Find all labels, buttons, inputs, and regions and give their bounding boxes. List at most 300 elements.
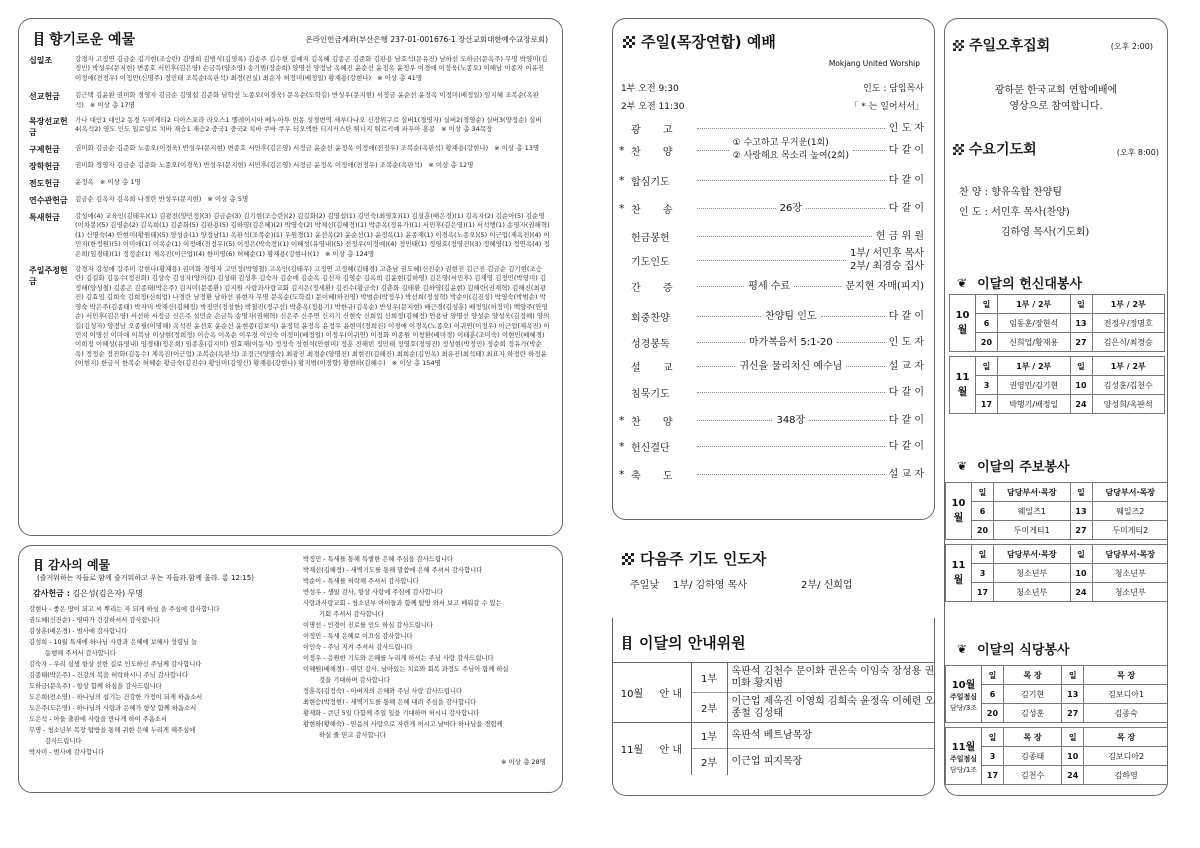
table-header-row (946, 483, 1169, 502)
leader-dots (697, 420, 772, 421)
table-cell: 박행기/배정일 (998, 395, 1071, 414)
table-cell: 웨일즈1 (994, 502, 1071, 521)
header-cell: 담당부서·목장 (994, 483, 1071, 502)
offering-category-body (75, 55, 550, 83)
worship-header (623, 31, 776, 52)
header-cell: 일 (1070, 295, 1092, 314)
table-cell: 3 (976, 376, 998, 395)
afternoon-text-2: 영상으로 참여합니다. (1009, 101, 1103, 112)
thanks-line: 강현나 - 좋은 땅이 되고 씨 뿌리는 자 되게 하심 을 주심에 감사합니다 (29, 606, 220, 613)
worship-item (619, 305, 924, 327)
thanks-line: 박순이 - 특새를 허락해 주셔서 감사합니다 (303, 578, 419, 585)
offering-title: 향기로운 예물 (49, 32, 136, 48)
item-leader: 인 도 자 (888, 336, 924, 348)
offering-category-body (75, 91, 550, 110)
item-leader: 다 같 이 (888, 386, 924, 398)
offering-names: 강성애(4) 교육인(김태우)(1) 김광전(양민정)(3) 김금순(3) 김기현(조승란)(2) 김길화(2) 김명섭(1) 김민숙(최영호)(1) 김성훈(배은경)(1) 김옥자(2) 김순아(5) 김순영(이차봉)(5) 김영순(2) 김옥희(1) 김준화(5) 김판용(5) 김하영(김은혜)(2) 박영숙(2) 박재신(김혜정)(1) 박준옥(정유가)(1) 서민후(김은영)(1) 서석행(1) 송영자(권해혁)(1) 신명숙(4) 안현미(황원태)(5) 양성순(1) 양정남(1) 옥판석(조복순)(1) 우원경(1) 윤선옥(2) 윤순선(1) 윤정옥(1) 윤종재(1) 이경옥(노종오)(5) 이근업(제옥진)(4) 이민지(한정원)(5) 이미애(1) 이옥순(1) 이정애(전정우)(5) 이정은(박숙정)(1) 이혜성(유영내)(5) 전정우(이정애)(4) 정민태(1) 정영호(정영진)(3) 정혜영(1) 정연옥(4) 정은희(임경태)(1) 정정순(1) 제옥진(이근업)(4) 한미영(6) 허혜순(1) 황재용(강현나)(1) (75, 212, 550, 258)
table-cell: 20 (982, 704, 1004, 723)
worship-item (619, 249, 924, 271)
table-cell: 김성훈 (1004, 704, 1062, 723)
meal-sub: 주일점심 (949, 692, 978, 701)
table-cell: 13 (1070, 314, 1092, 333)
usher-role: 안 내 (651, 663, 691, 723)
table-row (946, 521, 1169, 540)
leader-dots (697, 150, 729, 151)
thanks-title: 감사의 예물 (48, 558, 111, 572)
table-cell: 20 (976, 333, 998, 352)
thanks-line: 이정우 - 응원한 기도와 은혜를 누리게 하셔는 주님 사랑 감사드립니다 (303, 655, 494, 662)
header-cell: 일 (976, 295, 998, 314)
table-cell: 청소년부 (994, 583, 1071, 602)
thanks-left-list (29, 604, 299, 758)
offering-names: 강경자 강성애 강주미 강현나(황재용) 권미화 경영자 고민정(박영철) 고옥인(김태우) 고정연 고정혜(김태경) 고춘남 권도혜(신진순) 권현진 김근진 김금순 김기현(조승란) 김길화 김동수(정진화) 김상숙 김성자(양의길) 김성태 김성후 김숙자 김순애 김순옥 김신자 김영순 김옥희 김윤현(김하영) 김은영(서민후) 김재영 김정민(박영미) 김정해(양성철) 김종곤 김종태(박은주) 김지미(문종환) 김지원 사랑과사랑교회 김지은(정세환) 김진수(황금숙) 김춘화 김태환 김하영(김윤현) 김해란(권재혁) 김해진(최광진) 김효임 김희숙 김희정(신희업) 나경란 남정환 남하선 류현자 무명 문옥순(도학길) 문이혜(하진영) 박범순(박정우) 박선희(정성혁) 박순이(김진성) 박영숙(박범순) 박영숙 박은주(김종태) 박자미 박재신(김혜정) 박정민(정성한) 박철진(정구선) 박춘옥(정용기) 박한규(김옥순) 반성우(문지현) 배근경(김성훈) 배정일(허정미) 백양주(안영순) 서민후(김은영) 서선하 서정금 신은주 설민순 손금득 송명자(권해혁) 신은주 신주연 신지기 신현숙 신희업 신희정(김혜정) 안용남 양명선 양성순 양성욱(김정해) 양의길(김성자) 양정남 오종필(이명해) 옥석진 윤선호 윤순선 윤현종(김보식) 윤정덕 윤정옥 윤정우 윤현미(정희진) 이경애 이경옥(노종오) 이귀연(이정우) 이근업(제옥진) 이민지 이명선 이미애 이복남 이상현(정희정) 이승옥 이옥순 이우경 이인숙 이정미(배정일) 이정우(이귀연) 이정화 이종원 이창환(배미경) 이태훈(조미숙) 이현민(배혜경) 이희정 이혜성(유영내) 임경태(정은희) 임종훈(김지미) 임효재(이동식) 정정숙 장현식(안현미) 정훈 전해빈 정민태 정영호(정영진) 정성현(박정민) 정순희 정유가(박순옥) 정정순 정진화(김동수) 제옥진(이근업) 조복순(옥판석) 조정근(양명숙) 최광진 최경순(양명진) 최현진(김해진) 최희순(김민옥) 최유진(최석태) 최표자 하정란 하정윤(이현지) 한금식 한복순 허혜순 황금숙(김진수) 황인미(김영신) 황재용(강현나) 황지범(이정향) 황현하(김혜수) (75, 265, 550, 368)
offering-sum: ※ 이상 총 12명 (428, 161, 474, 170)
thanks-line: 박자미 - 범사에 감사합니다 (29, 749, 105, 756)
offering-category-label: 연수관헌금 (29, 196, 68, 206)
month-cell (946, 545, 972, 602)
item-name: 회중찬양 (631, 312, 670, 324)
usher-title: 이달의 안내위원 (639, 634, 746, 652)
header-cell: 담당부서·목장 (994, 545, 1071, 564)
meal-sub2: 담당/3조 (949, 703, 978, 712)
leader-dots (697, 236, 872, 237)
offering-category-label: 장학헌금 (29, 162, 60, 172)
leader-dots (794, 286, 841, 287)
offering-category-label: 구제헌금 (29, 145, 60, 155)
thanks-line: 박정민 - 특새를 통해 특별한 은혜 주심을 감사드립니다 (303, 556, 454, 563)
table-cell: 김보디아2 (1084, 747, 1168, 766)
month-label: 10월 (951, 679, 976, 691)
thanks-lead-names: 김은성(김은자) 무명 (72, 589, 144, 598)
thanks-line: 도은석 - 아들 출판에 사랑을 만나게 하여 주옵소서 (29, 716, 167, 723)
table-cell: 김종숙 (1084, 704, 1168, 723)
table-cell: 24 (1062, 766, 1084, 785)
item-name: 헌신결단 (631, 442, 670, 454)
thanks-line: 것을 기대하며 감사합니다 (303, 677, 390, 684)
thanks-right-list (303, 554, 558, 741)
item-leader: 다 같 이 (888, 310, 925, 322)
table-row (950, 395, 1165, 414)
header-cell: 일 (1062, 666, 1084, 685)
bulletin-header (957, 456, 1070, 475)
month-label: 10월 (951, 498, 966, 524)
stand-mark: * (619, 413, 625, 427)
table-cell: 13 (1062, 685, 1084, 704)
header-cell: 일 (1070, 545, 1092, 564)
item-leader: 인 도 자 (888, 122, 924, 134)
header-cell: 목 장 (1084, 666, 1168, 685)
offering-category (29, 195, 550, 206)
section-mark-icon (35, 559, 42, 571)
stand-mark: * (619, 173, 625, 187)
month-label: 11월 (951, 560, 966, 586)
table-cell: 27 (1062, 704, 1084, 723)
header-cell: 담당부서·목장 (1092, 483, 1168, 502)
bulletin-title: 이달의 주보봉사 (977, 460, 1070, 475)
thanks-line: 동행해 주셔서 감사합니다 (29, 650, 116, 657)
worship-subtitle: Mokjang United Worship (828, 59, 920, 68)
afternoon-header (953, 35, 1050, 55)
offering-category (29, 178, 550, 189)
header-cell: 일 (972, 483, 994, 502)
thanks-line: 무명 - 청소년부 목장 탐방을 통해 귀한 은혜 누리게 해주심에 (29, 727, 196, 734)
offering-panel (18, 18, 563, 536)
wed-title: 수요기도회 (969, 142, 1037, 158)
worship-item (619, 331, 924, 353)
item-name: 성경봉독 (631, 338, 670, 350)
offering-category (29, 212, 550, 259)
table-cell: 17 (982, 766, 1004, 785)
leader-dots (846, 366, 884, 367)
header-cell: 목 장 (1004, 666, 1062, 685)
worship-item (619, 435, 924, 457)
table-cell: 김천수 (1004, 766, 1062, 785)
table-cell: 두미게티2 (1092, 521, 1168, 540)
offering-names: 권미화 김금순 김준화 노종오(이경욱) 반성우(문지현) 변종호 서민후(김은영) 서정금 윤순선 윤정옥 이정애(전정우) 조복순(옥판석) 황재용(강현나) (75, 144, 489, 153)
worship-item (619, 355, 924, 377)
table-cell: 10 (1070, 376, 1092, 395)
item-name: 찬 양 (631, 416, 673, 428)
offering-category-body (75, 212, 550, 259)
header-cell: 1부 / 2부 (1092, 295, 1165, 314)
meal-table (945, 665, 1168, 785)
thanks-line: 박재신(김혜정) - 새벽기도를 통해 말씀에 은혜 주셔서 감사합니다 (303, 567, 483, 574)
table-header-row (950, 295, 1165, 314)
thanks-line: 정훈옥(김정숙) - 아버지의 은혜와 주님 사랑 감사드립니다 (303, 688, 463, 695)
offering-sum: ※ 이상 총 17명 (89, 100, 135, 109)
offering-sum: ※ 이상 총 34목장 (441, 125, 493, 134)
table-cell: 김보디아1 (1084, 685, 1168, 704)
month-label: 11월 (955, 372, 970, 398)
table-cell: 24 (1070, 395, 1092, 414)
table-row (950, 333, 1165, 352)
leader-dots (697, 128, 885, 129)
leader-dots (809, 420, 884, 421)
leader-dots (697, 180, 885, 181)
dedication-table (949, 294, 1165, 414)
header-cell: 담당부서·목장 (1092, 545, 1168, 564)
table-cell: 6 (976, 314, 998, 333)
item-leader: 헌 금 위 원 (875, 230, 924, 242)
table-cell: 20 (972, 521, 994, 540)
leader-dots (821, 316, 885, 317)
stand-mark: * (619, 201, 625, 215)
offering-names: 강경자 고정연 김금순 김기현(조승란) 김명희 김범식(김영록) 김송주 김수현 김예지 김옥혜 김종곤 김준화 김판용 남호석(문유진) 남하선 도하금(문옥주) 무명 박영미(김정민) 박성우(문지현) 변종호 서민후(김은영) 손금득(양소영) 송기범(장순희) 양명선 양정남 옥혜진 윤순선 윤정옥 윤정우 이경애 이정욱(노종오) 이해남 이종지 이유진 이정애(전정우) 이정민(신명주) 정민태 조복순(옥판석) 최정(진실) 최순자 허정미(배정일) 황재용(강현나) (75, 55, 548, 82)
offering-category (29, 144, 550, 155)
header-cell: 목 장 (1004, 728, 1062, 747)
thanks-lead-label: 감사헌금 : (33, 589, 70, 598)
header-cell: 일 (972, 545, 994, 564)
item-name: 헌금봉헌 (631, 232, 670, 244)
item-content: 평세 수료 (748, 280, 791, 292)
section-mark-icon (623, 636, 631, 650)
worship-item (619, 139, 924, 161)
item-content: 26장 (779, 202, 803, 214)
table-cell: 두미게티1 (994, 521, 1071, 540)
wed-line-3: 김하영 목사(기도회) (1001, 227, 1090, 238)
heart-icon: ❦ (957, 458, 968, 473)
heart-icon: ❦ (957, 275, 968, 290)
usher-part: 2부 (691, 749, 727, 775)
thanks-line: 도은주(도은영) - 하나님의 사랑과 은혜가 항상 함께 하옵소서 (29, 705, 197, 712)
offering-category-label: 선교헌금 (29, 92, 60, 102)
worship-item (619, 117, 924, 139)
offering-sum: ※ 이상 총 154명 (391, 359, 441, 368)
dedication-title: 이달의 헌신대봉사 (977, 277, 1083, 292)
offering-category (29, 116, 550, 138)
offering-sum: ※ 이상 총 1명 (99, 178, 141, 187)
heart-icon: ❦ (957, 641, 968, 656)
offering-sum: ※ 이상 총 124명 (325, 249, 375, 258)
table-header-row (950, 357, 1165, 376)
table-cell: 양성희/옥판석 (1092, 395, 1165, 414)
usher-names: 옥판석 베트남목장 (731, 729, 812, 741)
header-cell: 일 (982, 728, 1004, 747)
table-cell: 17 (976, 395, 998, 414)
table-cell: 6 (982, 685, 1004, 704)
offering-category-label: 주일주정헌금 (29, 266, 68, 287)
thanks-line: 김숙자 - 우리 실생 항상 선한 길로 인도하신 주님께 감사합니다 (29, 661, 202, 668)
next-leader-panel (612, 530, 935, 618)
offering-category (29, 55, 550, 83)
item-name: 설 교 (631, 362, 673, 374)
leader-dots (697, 316, 761, 317)
thanks-sum: ※ 이상 총 28명 (500, 758, 546, 766)
item-leader: 다 같 이 (888, 414, 924, 426)
table-header-row (946, 666, 1169, 685)
header-cell: 일 (1062, 728, 1084, 747)
offering-category-body (75, 195, 550, 206)
next-part1: 1부/ 김하영 목사 (672, 580, 748, 591)
thanks-lead (33, 588, 143, 599)
service-time-1: 1부 오전 9:30 (621, 84, 679, 94)
wed-line-1: 찬 양 : 향유옥합 찬양팀 (959, 187, 1063, 198)
table-cell: 17 (972, 583, 994, 602)
worship-title: 주일(목장연합) 예배 (641, 33, 776, 51)
wed-line-2: 인 도 : 서민후 목사(찬양) (959, 207, 1070, 218)
offering-names: 윤정옥 (75, 178, 94, 187)
table-row (946, 564, 1169, 583)
table-cell: 6 (972, 502, 994, 521)
next-leader-title: 다음주 기도 인도자 (640, 550, 767, 568)
item-name: 찬 양 (631, 146, 673, 158)
item-leader: 1부/ 서민후 목사 2부/ 최경승 집사 (849, 248, 924, 272)
leader-dots (837, 342, 885, 343)
stand-mark: * (619, 439, 625, 453)
offering-names: 김금순 김옥자 김옥희 나경란 반성우(문지현) (75, 195, 202, 204)
worship-order (619, 117, 924, 512)
thanks-line: 김종태(박은주) - 건강의 복을 허락하시니 주님 감사합니다 (29, 672, 189, 679)
table-cell: 3 (982, 747, 1004, 766)
leader-dots (806, 208, 885, 209)
worship-item (619, 381, 924, 403)
usher-names: 옥판석 김천수 문이화 권은숙 이임숙 장성용 권미화 황지범 (731, 665, 935, 689)
next-part2: 2부/ 신희업 (801, 580, 853, 591)
leader-dots (697, 474, 885, 475)
thanks-line: 김상훈(배은경) - 범사에 감사합니다 (29, 628, 128, 635)
header-cell: 일 (1070, 357, 1092, 376)
header-cell: 1부 / 2부 (998, 357, 1071, 376)
thanks-verse: (즐거워하는 자들로 함께 즐거워하고 우는 자들과 함께 울라. 롬 12:15) (37, 574, 254, 582)
worship-item (619, 197, 924, 219)
thanks-line: 최현승(박정현) - 새벽기도를 통해 은혜 내려 주심을 감사합니다 (303, 699, 477, 706)
thanks-line: 사랑과사랑교회 - 청소년부 아이들과 함께 탐방 와서 보고 배워갈 수 있는 (303, 600, 502, 607)
table-cell: 권영민/김기현 (998, 376, 1071, 395)
bulletin-table (945, 482, 1168, 602)
month-cell (946, 728, 982, 785)
leader-dots (697, 286, 744, 287)
item-name: 합심기도 (631, 176, 670, 188)
table-cell: 김하영 (1084, 766, 1168, 785)
item-leader: 설 교 자 (888, 360, 924, 372)
item-name: 축 도 (631, 470, 673, 482)
section-mark-icon (35, 32, 43, 46)
item-name: 찬 송 (631, 204, 673, 216)
thanks-header (35, 556, 110, 573)
offering-category-body (75, 116, 550, 138)
thanks-line: 하실 줄 믿고 감사합니다 (303, 732, 386, 739)
item-leader: 다 같 이 (888, 440, 924, 452)
item-leader: 문지현 자매(피지) (845, 280, 924, 292)
thanks-line: 감사드립니다 (29, 738, 82, 745)
usher-table (613, 662, 935, 775)
header-cell: 1부 / 2부 (998, 295, 1071, 314)
month-label: 11월 (951, 741, 976, 753)
worship-item (619, 169, 924, 191)
offering-sum: ※ 이상 총 5명 (207, 195, 249, 204)
thanks-line: 황현하(황해숙) - 믿음의 사랑으로 자란게 허시고 날마다 하나님을 경험케 (303, 721, 503, 728)
header-cell: 목 장 (1084, 728, 1168, 747)
usher-names: 이근업 피지목장 (731, 755, 803, 767)
checker-icon (953, 144, 964, 155)
offering-category (29, 161, 550, 172)
service-time-2: 2부 오전 11:30 (621, 102, 685, 112)
table-cell: 27 (1070, 521, 1092, 540)
thanks-line: 이인숙 - 주님 지켜 주셔서 감사드립니다 (303, 644, 413, 651)
usher-header (623, 632, 746, 653)
offering-header (35, 29, 135, 49)
item-name: 기도인도 (631, 256, 670, 268)
usher-month: 10월 (620, 689, 644, 700)
meal-sub: 주일점심 (949, 754, 978, 763)
thanks-line: 김성희 - 10월 특새에 하나님 사랑과 은혜에 보혜사 성령님 늘 (29, 639, 198, 646)
item-leader: 설 교 자 (888, 468, 924, 480)
meal-title: 이달의 식당봉사 (977, 643, 1070, 658)
checker-icon (622, 553, 634, 565)
stand-note: 「 * 는 일어서서」 (849, 102, 924, 112)
thanks-line: 반성우 - 생일 감사, 항상 사랑에 주심에 감사합니다 (303, 589, 443, 596)
month-cell (946, 483, 972, 540)
thanks-line: 권도혜(신진순) - 영따가 건강하셔서 감사합니다 (29, 617, 160, 624)
offering-list (29, 55, 550, 375)
leader-dots (697, 342, 745, 343)
leader-dots (853, 150, 885, 151)
worship-item (619, 409, 924, 431)
offering-names: 권미화 경영자 김금순 김준화 노종오(이경욱) 반성우(문지현) 서민후(김은영) 서정금 윤정옥 이정애(전정우) 조복순(옥판석) (75, 161, 423, 170)
wed-header (953, 139, 1037, 159)
item-name: 간 증 (631, 282, 673, 294)
meal-header (957, 639, 1070, 658)
worship-leader: 인도 : 담임목사 (863, 84, 924, 94)
usher-part: 1부 (691, 663, 727, 693)
table-cell: 웨일즈2 (1092, 502, 1168, 521)
next-leader-header (622, 548, 766, 569)
thanks-panel (18, 545, 563, 793)
bank-account: 온라인헌금계좌(부산은행 237-01-001676-1 장산교회대한예수교장로회) (305, 35, 548, 44)
table-row (946, 502, 1169, 521)
leader-dots (697, 260, 846, 261)
table-cell: 24 (1070, 583, 1092, 602)
table-cell: 임동훈/장현석 (998, 314, 1071, 333)
thanks-line: 도은희(전소영) - 하나님의 섭기는 건강한 가정이 되게 하옵소서 (29, 694, 203, 701)
stand-mark: * (619, 143, 625, 157)
leader-dots (697, 208, 776, 209)
usher-row (613, 723, 935, 749)
leader-dots (697, 446, 885, 447)
usher-row (613, 663, 935, 693)
table-cell: 10 (1070, 564, 1092, 583)
worship-panel (612, 18, 935, 520)
right-panel (944, 18, 1168, 796)
header-cell: 일 (1070, 483, 1092, 502)
item-content: 348장 (776, 414, 806, 426)
month-cell (950, 357, 976, 414)
afternoon-title: 주일오후집회 (969, 38, 1051, 54)
offering-category (29, 91, 550, 110)
checker-icon (953, 40, 964, 51)
offering-category-body (75, 161, 550, 172)
offering-category-label: 전도헌금 (29, 179, 60, 189)
offering-sum: ※ 이상 총 13명 (494, 144, 540, 153)
table-cell: 청소년부 (994, 564, 1071, 583)
table-cell: 김종태 (1004, 747, 1062, 766)
table-cell: 13 (1070, 502, 1092, 521)
afternoon-time: (오후 2:00) (1110, 42, 1153, 51)
table-cell: 신희업/황재용 (998, 333, 1071, 352)
worship-item (619, 225, 924, 247)
table-cell: 전정우/정명호 (1092, 314, 1165, 333)
table-header-row (946, 728, 1169, 747)
month-cell (950, 295, 976, 352)
thanks-line: 이정민 - 특새 은혜로 이끄심 감사합니다 (303, 633, 413, 640)
offering-category-body (75, 265, 550, 368)
thanks-line: 기회 주셔서 감사합니다 (303, 611, 384, 618)
next-label: 주일낮 (630, 580, 659, 591)
usher-part: 2부 (691, 693, 727, 723)
meal-sub2: 담당/1조 (949, 765, 978, 774)
table-cell: 청소년부 (1092, 583, 1168, 602)
table-cell: 3 (972, 564, 994, 583)
offering-category-label: 목장선교헌금 (29, 117, 68, 138)
offering-sum: ※ 이상 총 41명 (377, 73, 423, 82)
month-cell (946, 666, 982, 723)
offering-category-body (75, 178, 550, 189)
leader-dots (697, 366, 735, 367)
thanks-line: 황제화 - 큰딘 5일 다함께 주일 일을 기대하며 허시니 감사합니다 (303, 710, 480, 717)
table-cell: 김성훈/김천수 (1092, 376, 1165, 395)
item-name: 광 고 (631, 124, 673, 136)
stand-mark: * (619, 467, 625, 481)
item-content: 마가복음서 5:1-20 (748, 336, 833, 348)
item-leader: 다 같 이 (888, 174, 924, 186)
worship-item (619, 275, 924, 297)
month-label: 10월 (955, 310, 970, 336)
header-cell: 1부 / 2부 (1092, 357, 1165, 376)
item-leader: 다 같 이 (888, 144, 924, 156)
thanks-line: 이명선 - 인경이 진로를 인도 하심 감사드립니다 (303, 622, 433, 629)
worship-item (619, 463, 924, 485)
offering-category-label: 십일조 (29, 56, 53, 65)
